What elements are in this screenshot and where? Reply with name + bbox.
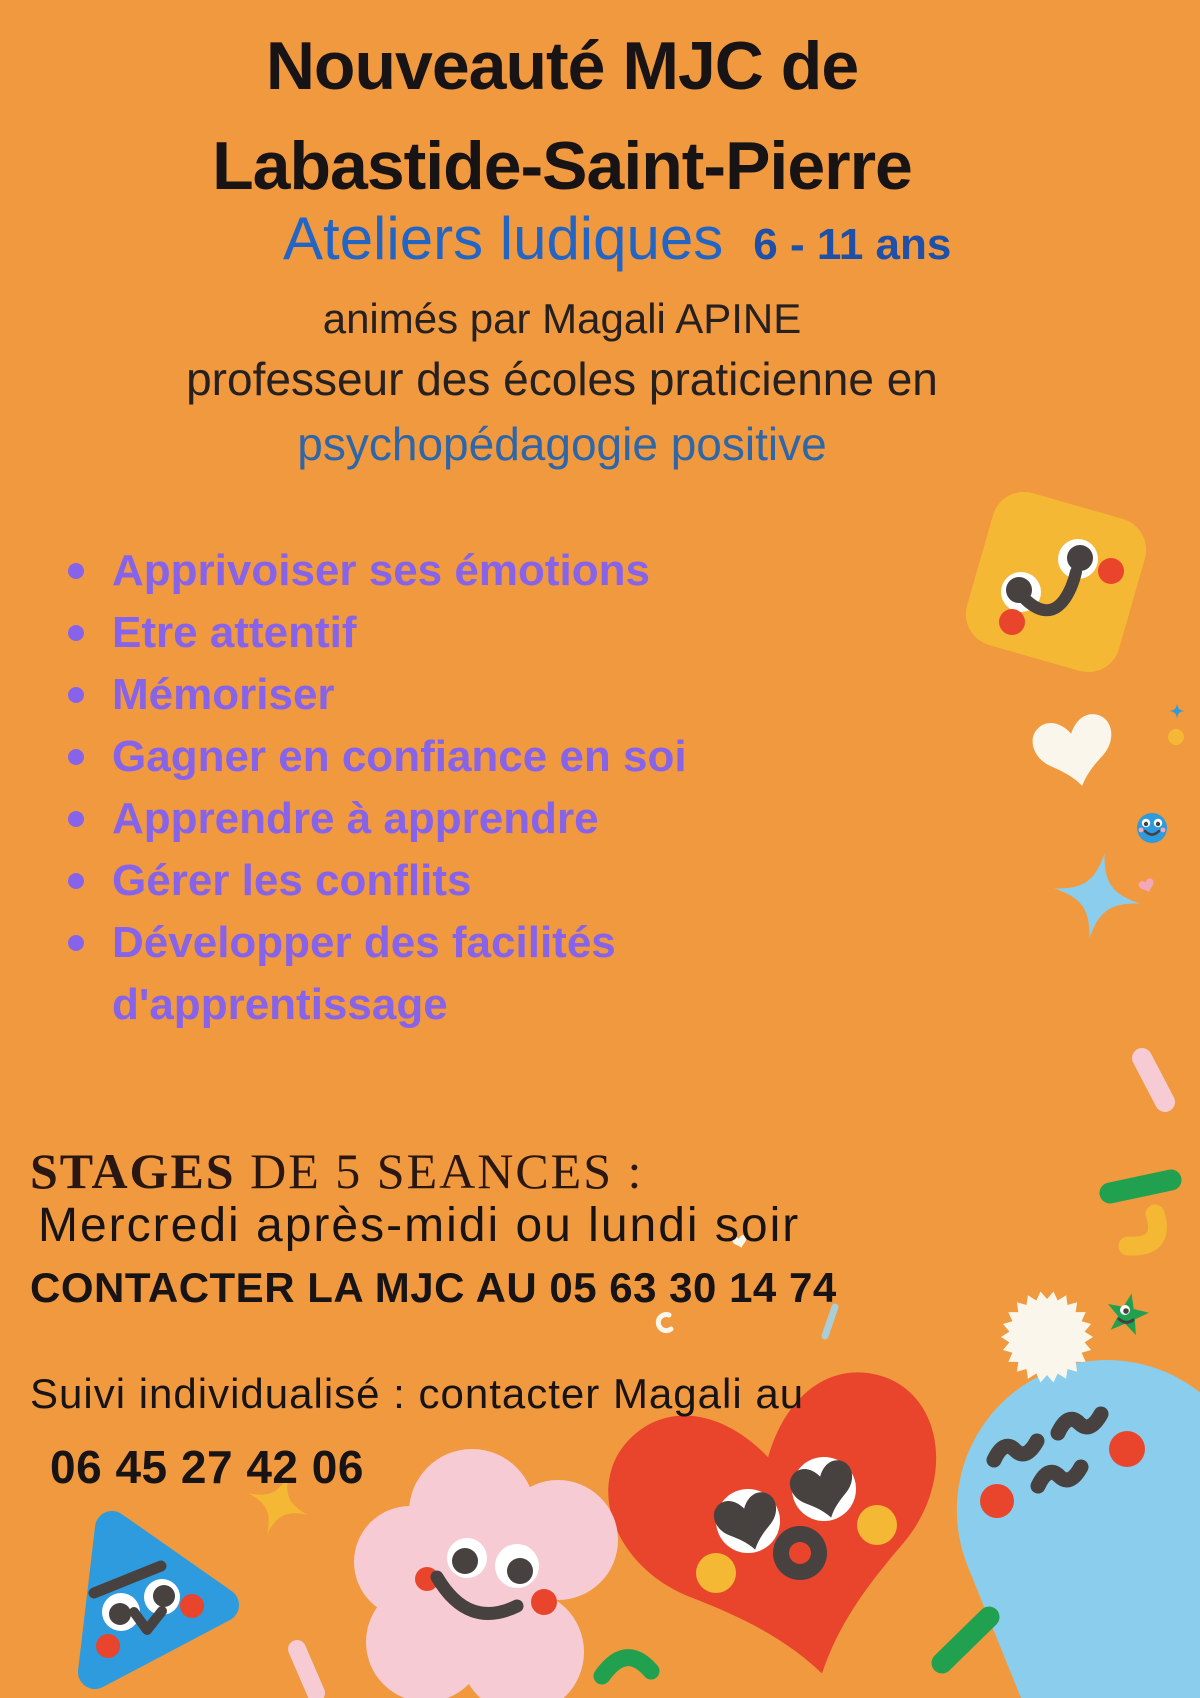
profession-highlight: psychopédagogie positive (297, 418, 827, 470)
goal-text: Apprivoiser ses émotions (112, 546, 650, 595)
goals-list (68, 540, 768, 1036)
goal-text: Développer des facilités d'apprentissage (112, 918, 616, 1029)
green-star-character (1103, 1289, 1152, 1337)
subtitle-row (283, 204, 951, 273)
green-sprinkle (1110, 1180, 1171, 1193)
goal-text: Gérer les conflits (112, 856, 472, 905)
white-crescent-sprinkle (658, 1315, 671, 1331)
magali-phone-number: 06 45 27 42 06 (50, 1441, 364, 1493)
green-arch-sprinkle (602, 1658, 651, 1676)
goal-item (68, 788, 768, 850)
bullet-icon (68, 873, 84, 889)
bullet-icon (68, 563, 84, 579)
blue-star-icon (1047, 846, 1148, 947)
yellow-square-character (958, 484, 1153, 679)
green-bar-sprinkle (942, 1617, 989, 1663)
pink-stick-sprinkle (297, 1649, 316, 1693)
goal-item (68, 602, 768, 664)
goal-item (68, 726, 768, 788)
profession-line: professeur des écoles praticienne en (186, 353, 938, 405)
goal-text: Apprendre à apprendre (112, 794, 599, 843)
goal-item (68, 540, 768, 602)
stages-schedule: Mercredi après-midi ou lundi soir (38, 1199, 801, 1252)
pink-sprinkle (1142, 1058, 1165, 1102)
white-heart-icon (1029, 711, 1121, 794)
bullet-icon (68, 935, 84, 951)
blue-triangle-character (94, 1528, 222, 1672)
pink-flower-character (354, 1449, 618, 1698)
individual-followup-line: Suivi individualisé : contacter Magali au (30, 1370, 805, 1417)
bullet-icon (68, 687, 84, 703)
poster-title-line2: Labastide-Saint-Pierre (212, 128, 912, 204)
yellow-arc-sprinkle (1128, 1214, 1157, 1246)
goal-item (68, 912, 768, 1036)
subtitle: Ateliers ludiques (283, 205, 724, 272)
bullet-icon (68, 625, 84, 641)
age-range: 6 - 11 ans (753, 220, 952, 269)
goal-item (68, 664, 768, 726)
stages-heading (30, 1142, 643, 1200)
bullet-icon (68, 749, 84, 765)
pink-heart-icon (1138, 877, 1157, 894)
goal-item (68, 850, 768, 912)
goal-text: Gagner en confiance en soi (112, 732, 687, 781)
animated-by-line: animés par Magali APINE (322, 295, 802, 342)
goal-text: Etre attentif (112, 608, 357, 657)
yellow-dot (1168, 729, 1184, 745)
bullet-icon (68, 811, 84, 827)
blue-sparkle-icon (1170, 704, 1184, 718)
blue-smiley-character (1137, 813, 1167, 843)
stages-heading-bold: STAGES (30, 1143, 236, 1199)
mjc-contact-line: CONTACTER LA MJC AU 05 63 30 14 74 (30, 1264, 837, 1311)
stages-heading-rest: DE 5 SEANCES : (235, 1143, 644, 1199)
poster-title-line1: Nouveauté MJC de (265, 28, 859, 104)
goal-text: Mémoriser (112, 670, 335, 719)
